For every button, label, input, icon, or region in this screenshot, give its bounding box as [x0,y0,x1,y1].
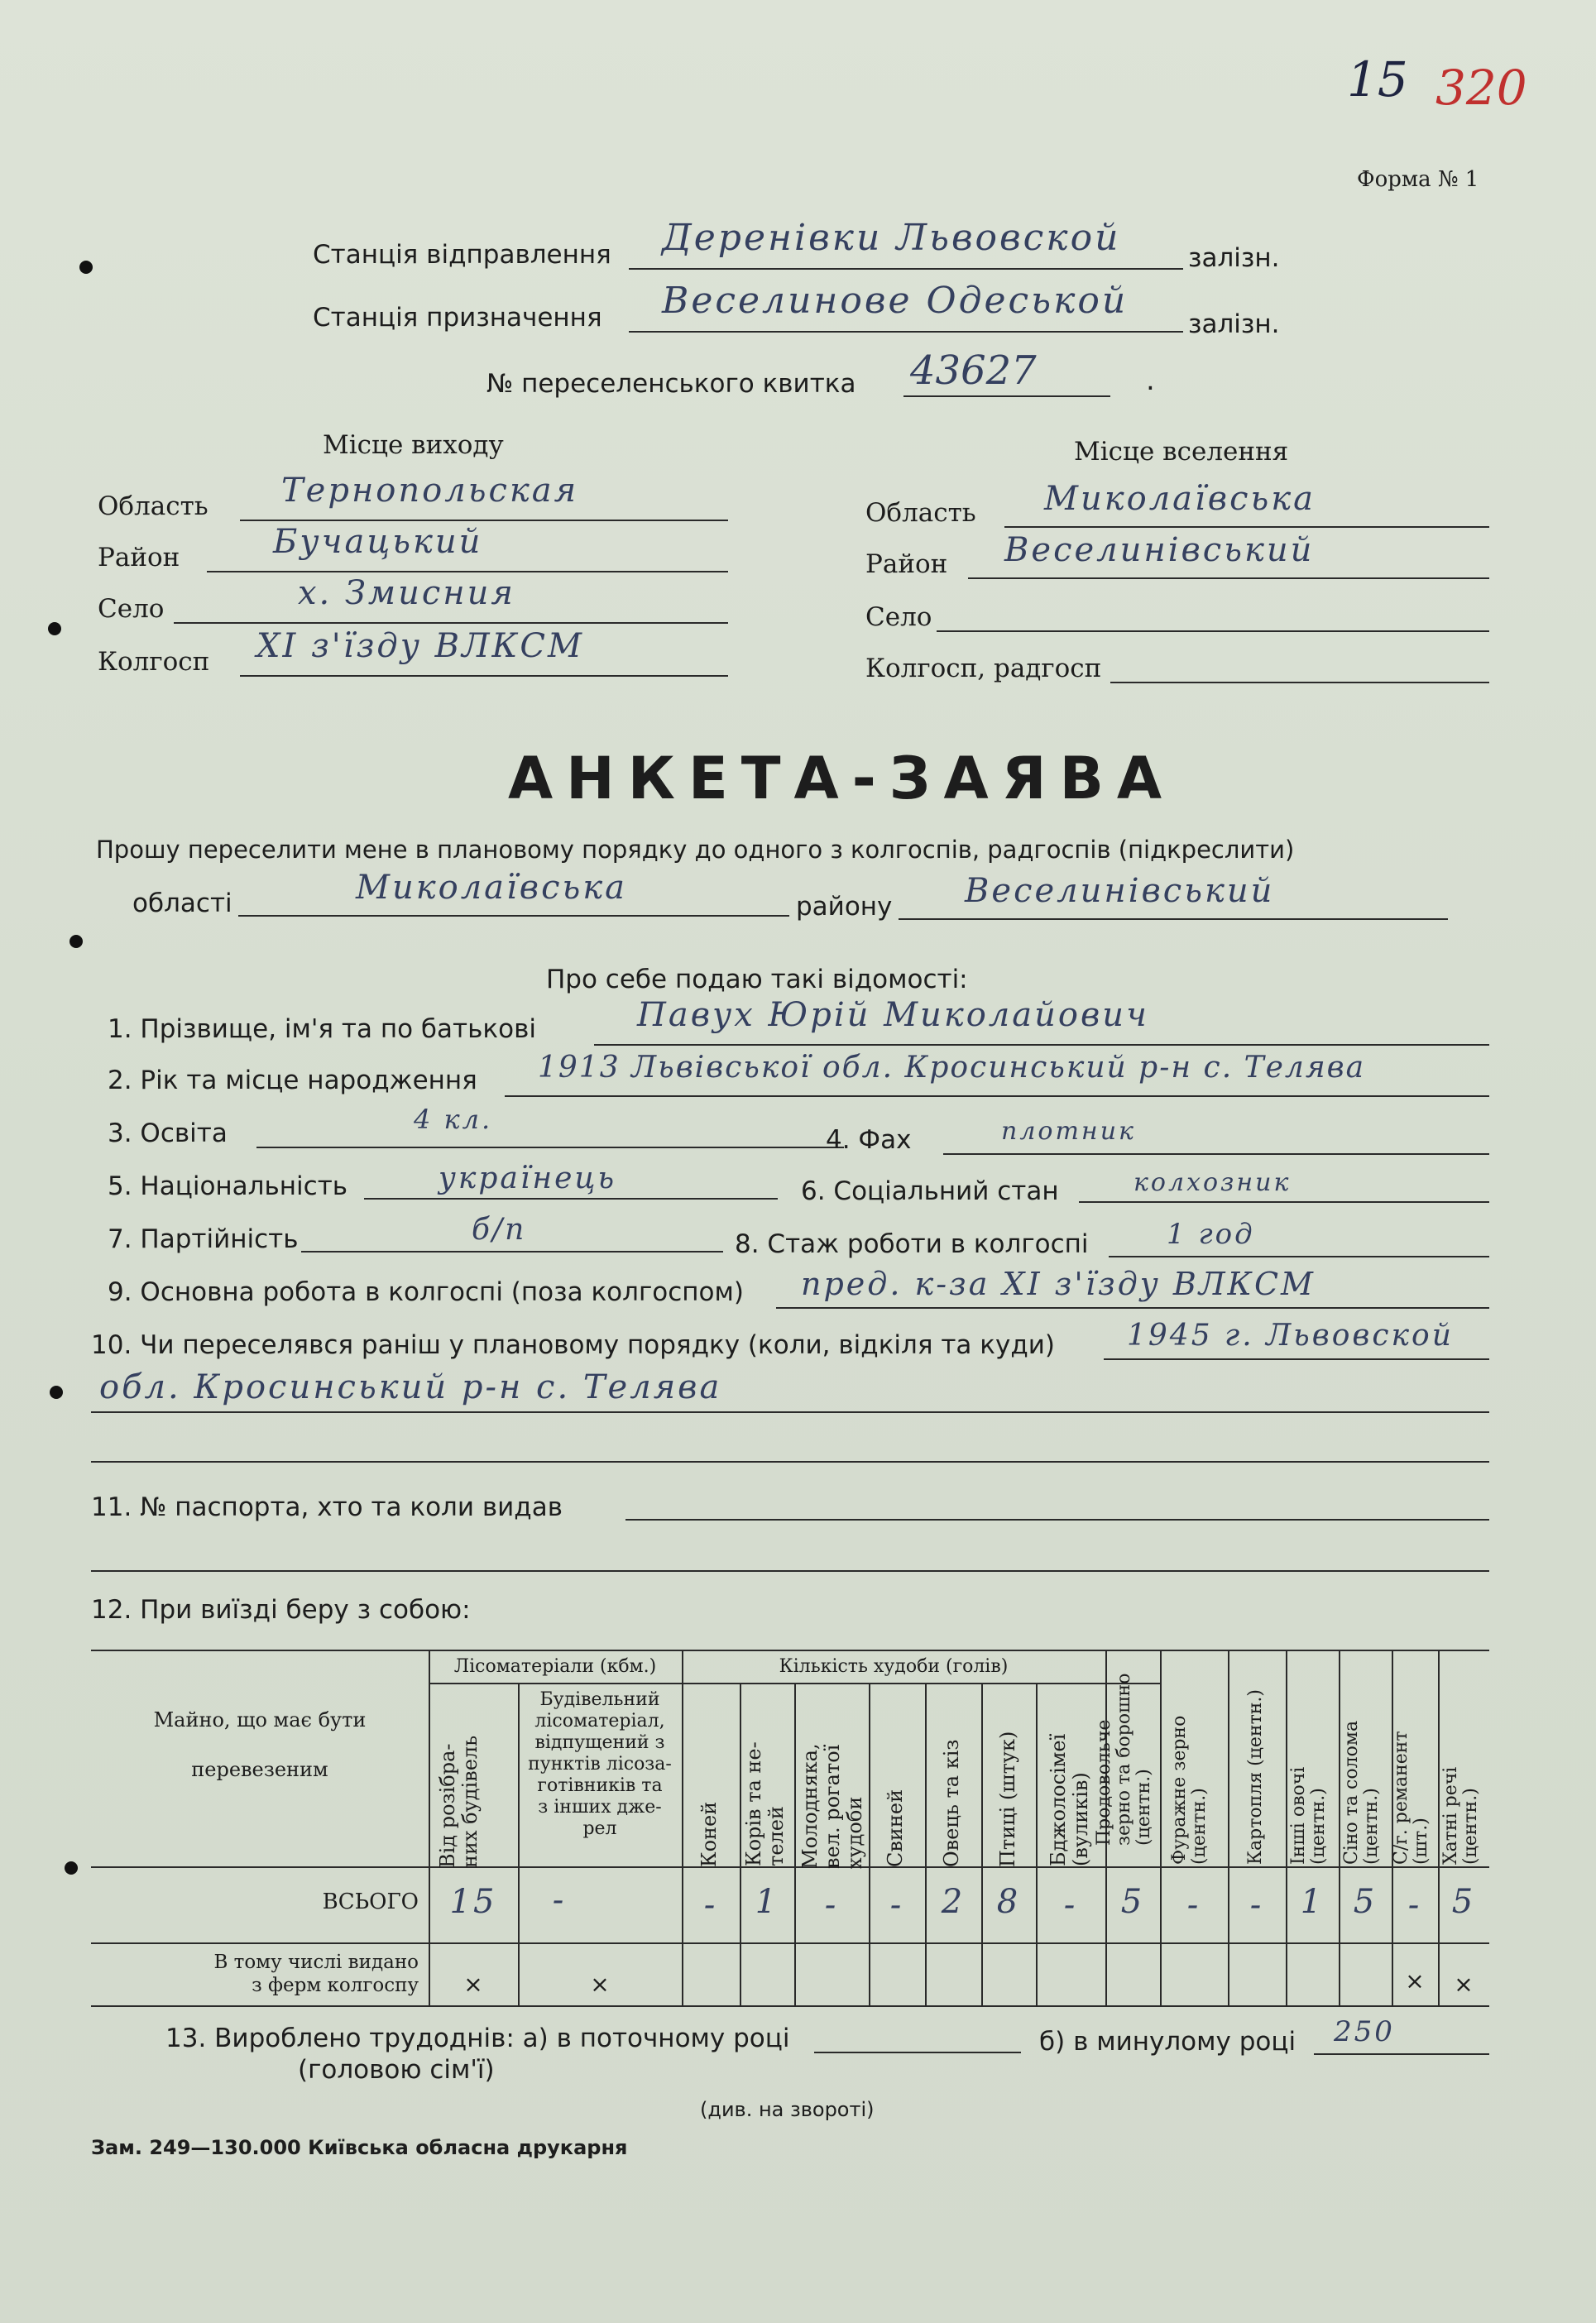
table-col-line [925,1683,927,2005]
destination-station-label: Станція призначення [313,303,602,333]
total-hay: 5 [1353,1883,1378,1921]
table-col-building-timber: Будівельний лісоматеріал, відпущений з пунктів лісоза- готівників та з інших дже- рел [528,1689,672,1839]
origin-raion-label: Район [98,543,180,572]
request-raion-label: району [796,892,893,922]
field-8-value: 1 год [1167,1218,1255,1251]
settlement-oblast-label: Область [865,498,976,528]
printer-note: Зам. 249—130.000 Київська обласна друкарня [91,2136,628,2159]
settlement-raion-label: Район [865,549,948,579]
destination-station-value: Веселинове Одеськой [662,280,1129,322]
origin-heading: Місце виходу [323,430,504,460]
field-10-label: 10. Чи переселявся раніш у плановому порядку (коли, відкіля та куди) [91,1330,1055,1360]
table-col-line [1438,1650,1440,2005]
destination-rail-suffix: залізн. [1188,309,1280,339]
table-row-farm-label: В тому числі видано з ферм колгоспу [213,1952,419,1996]
see-reverse-note: (див. на звороті) [700,2098,875,2121]
origin-kolhosp-value: XI з'їзду ВЛКСМ [256,627,584,665]
table-col-tools: С/г. реманент (шт.) [1391,1731,1431,1865]
origin-oblast-value: Тернопольская [281,472,579,510]
settlement-selo-label: Село [865,602,932,632]
field-1-label: 1. Прізвище, ім'я та по батькові [108,1014,536,1044]
request-raion-value: Веселинівський [965,872,1275,910]
request-oblast-value: Миколаївська [356,869,627,907]
settlement-oblast-line [1004,526,1489,528]
table-col-pigs: Свиней [884,1789,907,1867]
field-11-line-2 [91,1570,1489,1572]
total-pigs: - [889,1886,904,1924]
farm-mark-building-timber: × [590,1971,610,1998]
field-2-line [505,1095,1489,1097]
total-fodder: - [1186,1886,1201,1924]
departure-rail-suffix: залізн. [1188,243,1280,273]
table-livestock-group: Кількість худоби (голів) [779,1656,1009,1677]
origin-selo-value: х. Змисния [298,574,515,612]
field-9-value: пред. к-за XI з'їзду ВЛКСМ [801,1266,1316,1302]
form-title: АНКЕТА-ЗАЯВА [508,745,1176,812]
departure-station-label: Станція відправлення [313,240,611,270]
table-total-bottom [91,1942,1489,1944]
workdays-label-a: 13. Вироблено трудоднів: а) в поточному році [165,2024,790,2053]
settlement-kolhosp-label: Колгосп, радгосп [865,654,1102,683]
field-3-line [256,1147,844,1148]
settlement-raion-line [968,577,1489,579]
field-5-line [364,1198,778,1200]
farm-mark-household: × [1454,1971,1474,1998]
settlement-heading: Місце вселення [1074,437,1289,467]
field-4-label: 4. Фах [826,1125,912,1155]
table-col-veg: Інші овочі (центн.) [1288,1766,1329,1865]
field-4-line [943,1153,1489,1155]
field-2-label: 2. Рік та місце народження [108,1066,477,1095]
field-9-line [776,1307,1489,1309]
field-11-line [625,1519,1489,1521]
field-9-label: 9. Основна робота в колгоспі (поза колгоспом) [108,1277,744,1307]
field-2-value: 1913 Львівської обл. Кросинський р-н с. Телява [538,1051,1366,1085]
ticket-number-label: № переселенського квитка [486,369,856,399]
workdays-sub-label: (головою сім'ї) [298,2055,495,2085]
workdays-label-b: б) в минулому році [1039,2027,1296,2057]
settlement-oblast-value: Миколаївська [1044,480,1316,518]
table-col-hay: Сіно та солома (центн.) [1341,1720,1382,1865]
workdays-previous-line [1314,2053,1489,2055]
binding-hole [79,261,93,274]
request-line: Прошу переселити мене в плановому порядку до одного з колгоспів, радгоспів (підкреслити) [96,836,1295,864]
table-col-birds: Птиці (штук) [996,1731,1019,1867]
field-7-value: б/п [472,1213,527,1247]
table-col-bees: Бджолосімеї (вуликів) [1047,1733,1092,1866]
departure-station-line [629,268,1183,270]
origin-selo-label: Село [98,594,165,624]
table-col-line [1228,1650,1229,2005]
field-3-value: 4 кл. [414,1104,493,1135]
binding-hole [69,935,83,948]
table-col-line [1286,1650,1287,2005]
request-raion-line [899,918,1448,920]
field-5-label: 5. Національність [108,1171,348,1201]
farm-mark-tools: × [1405,1967,1425,1995]
ticket-number-value: 43627 [910,347,1037,394]
total-cows: 1 [755,1883,779,1921]
belongings-table [91,1650,1489,2005]
field-6-line [1079,1201,1489,1203]
origin-kolhosp-label: Колгосп [98,647,210,677]
table-col-grain: Продовольче зерно та борошно (центн.) [1094,1673,1154,1846]
workdays-previous-value: 250 [1334,2015,1395,2048]
total-horses: - [703,1886,718,1924]
field-1-line [594,1044,1489,1046]
settlement-raion-value: Веселинівський [1004,531,1315,569]
total-household: 5 [1451,1883,1476,1921]
ticket-number-line [903,395,1110,397]
table-col-dismantled: Від розібра- них будівель [436,1735,482,1868]
total-veg: 1 [1300,1883,1325,1921]
archive-number-2: 320 [1435,60,1527,116]
total-sheep: 2 [941,1883,966,1921]
table-top-border [91,1650,1489,1651]
table-row-total-label: ВСЬОГО [322,1890,419,1914]
origin-raion-value: Бучацький [273,523,483,561]
field-10-value-a: 1945 г. Львовской [1127,1319,1454,1353]
field-10-line-3 [91,1461,1489,1463]
binding-hole [48,622,61,635]
form-number-label: Форма № 1 [1357,167,1479,192]
table-timber-group: Лісоматеріали (кбм.) [453,1656,657,1677]
binding-hole [50,1386,63,1399]
field-3-label: 3. Освіта [108,1118,228,1148]
table-property-header: Майно, що має бути перевезеним [153,1708,367,1781]
origin-raion-line [207,571,728,572]
archive-number-1: 15 [1347,51,1408,108]
settlement-kolhosp-line [1110,682,1489,683]
settlement-selo-line [937,630,1489,632]
request-intro: Про себе подаю такі відомості: [546,965,968,994]
field-6-value: колхозник [1133,1168,1292,1197]
table-col-household: Хатні речі (центн.) [1440,1766,1481,1865]
table-col-sheep: Овець та кіз [940,1739,963,1867]
field-6-label: 6. Соціальний стан [801,1176,1059,1206]
table-col-potato: Картопля (центн.) [1245,1689,1266,1865]
field-7-label: 7. Партійність [108,1224,299,1254]
field-10-line [1104,1358,1489,1360]
total-tools: - [1407,1886,1422,1924]
table-header-bottom [91,1866,1489,1868]
field-10-line-2 [91,1411,1489,1413]
total-dismantled: 15 [449,1883,497,1921]
table-col-cows: Корів та не- телей [742,1741,788,1866]
destination-station-line [629,331,1183,333]
total-potato: - [1249,1886,1264,1924]
departure-station-value: Деренівки Львовской [662,217,1121,259]
total-building-timber: - [552,1881,567,1919]
table-col-line [981,1683,983,2005]
table-col-young: Молодняка, вел. рогатої худоби [798,1743,866,1869]
origin-oblast-line [240,520,728,521]
table-col-line [740,1683,741,2005]
table-col-line [682,1650,683,2005]
workdays-current-line [814,2052,1021,2053]
request-oblast-label: області [132,888,232,918]
field-10-value-b: обл. Кросинський р-н с. Телява [99,1368,722,1406]
table-col-horses: Коней [697,1801,721,1867]
field-12-label: 12. При виїзді беру з собою: [91,1595,471,1625]
table-col-line [429,1650,430,2005]
field-5-value: українець [439,1162,617,1195]
field-7-line [301,1251,723,1253]
ticket-dot: . [1146,364,1155,397]
total-bees: - [1063,1886,1078,1924]
field-8-line [1109,1256,1489,1257]
total-birds: 8 [996,1883,1021,1921]
request-oblast-line [238,915,789,917]
field-4-value: плотник [1001,1117,1136,1146]
table-col-line [869,1683,870,2005]
field-11-label: 11. № паспорта, хто та коли видав [91,1492,563,1522]
table-col-line [1036,1683,1038,2005]
binding-hole [65,1861,78,1875]
field-1-value: Павух Юрій Миколайович [637,996,1149,1034]
total-grain: 5 [1120,1883,1145,1921]
total-young: - [824,1886,839,1924]
origin-oblast-label: Область [98,491,208,521]
table-col-fodder: Фуражне зерно (центн.) [1169,1715,1210,1865]
field-8-label: 8. Стаж роботи в колгоспі [735,1229,1089,1259]
table-bottom-border [91,2005,1489,2007]
origin-kolhosp-line [240,675,728,677]
table-col-line [794,1683,796,2005]
origin-selo-line [174,622,728,624]
farm-mark-dismantled: × [463,1971,483,1998]
table-col-line [1339,1650,1340,2005]
